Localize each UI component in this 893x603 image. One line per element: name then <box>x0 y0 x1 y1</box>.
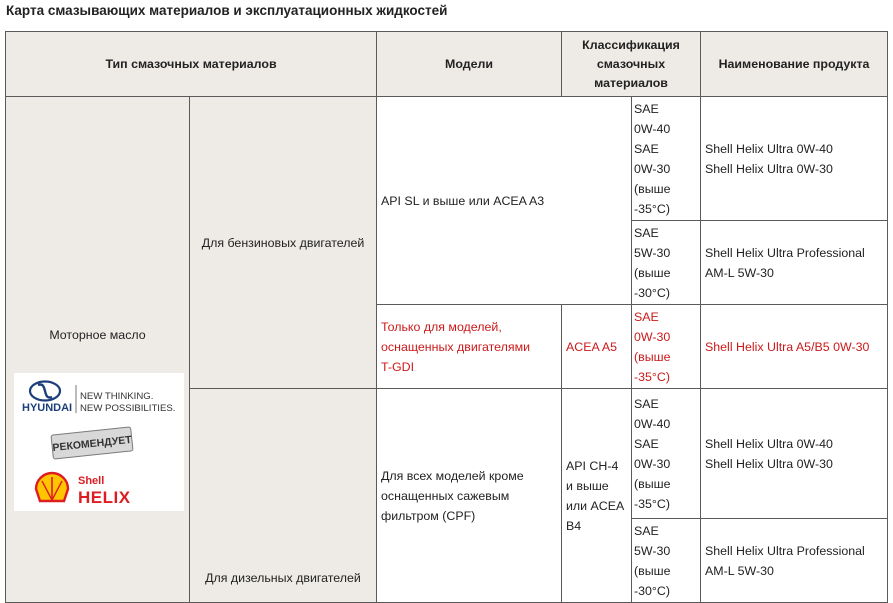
header-models: Модели <box>377 32 562 97</box>
hyundai-wordmark: HYUNDAI <box>22 402 73 414</box>
lubricant-type-label: Моторное масло <box>49 328 146 342</box>
shell-wordmark: Shell <box>78 475 105 487</box>
hyundai-h-icon <box>38 384 52 397</box>
tgdi-models-cell: Только для моделей, оснащенных двигателями T-GDI <box>377 305 562 389</box>
recommends-stamp-icon <box>51 427 133 459</box>
diesel-product-cell-2: Shell Helix Ultra Professional AM-L 5W-30 <box>701 519 888 603</box>
header-classification-label: Классификация смазочных материалов <box>582 37 680 90</box>
page-title: Карта смазывающих материалов и эксплуатационных жидкостей <box>6 3 448 18</box>
lubricant-table <box>5 31 888 603</box>
petrol-product-cell-1: Shell Helix Ultra 0W-40 Shell Helix Ultra 0W-30 <box>701 97 888 221</box>
header-lubricant-type: Тип смазочных материалов <box>6 32 377 97</box>
header-classification <box>562 32 701 97</box>
tgdi-classification-cell: ACEA A5 <box>562 305 632 389</box>
lubricant-type-cell <box>6 97 190 603</box>
diesel-sae-cell-1: SAE 0W-40 SAE 0W-30 (выше -35°C) <box>632 389 701 519</box>
header-product-name: Наименование продукта <box>701 32 888 97</box>
helix-wordmark: HELIX <box>78 488 131 507</box>
diesel-models-cell: Для всех моделей кроме оснащенных сажевым фильтром (CPF) <box>377 389 562 603</box>
tgdi-product-cell: Shell Helix Ultra A5/B5 0W-30 <box>701 305 888 389</box>
hyundai-shell-logo <box>14 373 184 511</box>
diesel-sae-cell-2: SAE 5W-30 (выше -30°C) <box>632 519 701 603</box>
diesel-classification-cell: API CH-4 и выше или ACEA B4 <box>562 389 632 603</box>
hyundai-tagline-2: NEW POSSIBILITIES. <box>80 403 176 414</box>
shell-pecten-icon <box>36 473 68 501</box>
table-header-row <box>6 32 888 97</box>
diesel-engine-cell: Для дизельных двигателей <box>190 389 377 603</box>
petrol-sae-cell-1: SAE 0W-40 SAE 0W-30 (выше -35°C) <box>632 97 701 221</box>
petrol-sae-cell-2: SAE 5W-30 (выше -30°C) <box>632 221 701 305</box>
petrol-models-cell: API SL и выше или ACEA A3 <box>377 97 632 305</box>
diesel-product-cell-1: Shell Helix Ultra 0W-40 Shell Helix Ultra 0W-30 <box>701 389 888 519</box>
hyundai-tagline-1: NEW THINKING. <box>80 391 154 402</box>
stamp-text: РЕКОМЕНДУЕТ <box>51 433 133 455</box>
petrol-product-cell-2: Shell Helix Ultra Professional AM-L 5W-30 <box>701 221 888 305</box>
petrol-engine-cell: Для бензиновых двигателей <box>190 97 377 389</box>
recommendation-logo-svg <box>14 373 184 511</box>
table-row <box>6 97 888 221</box>
tgdi-sae-cell: SAE 0W-30 (выше -35°C) <box>632 305 701 389</box>
